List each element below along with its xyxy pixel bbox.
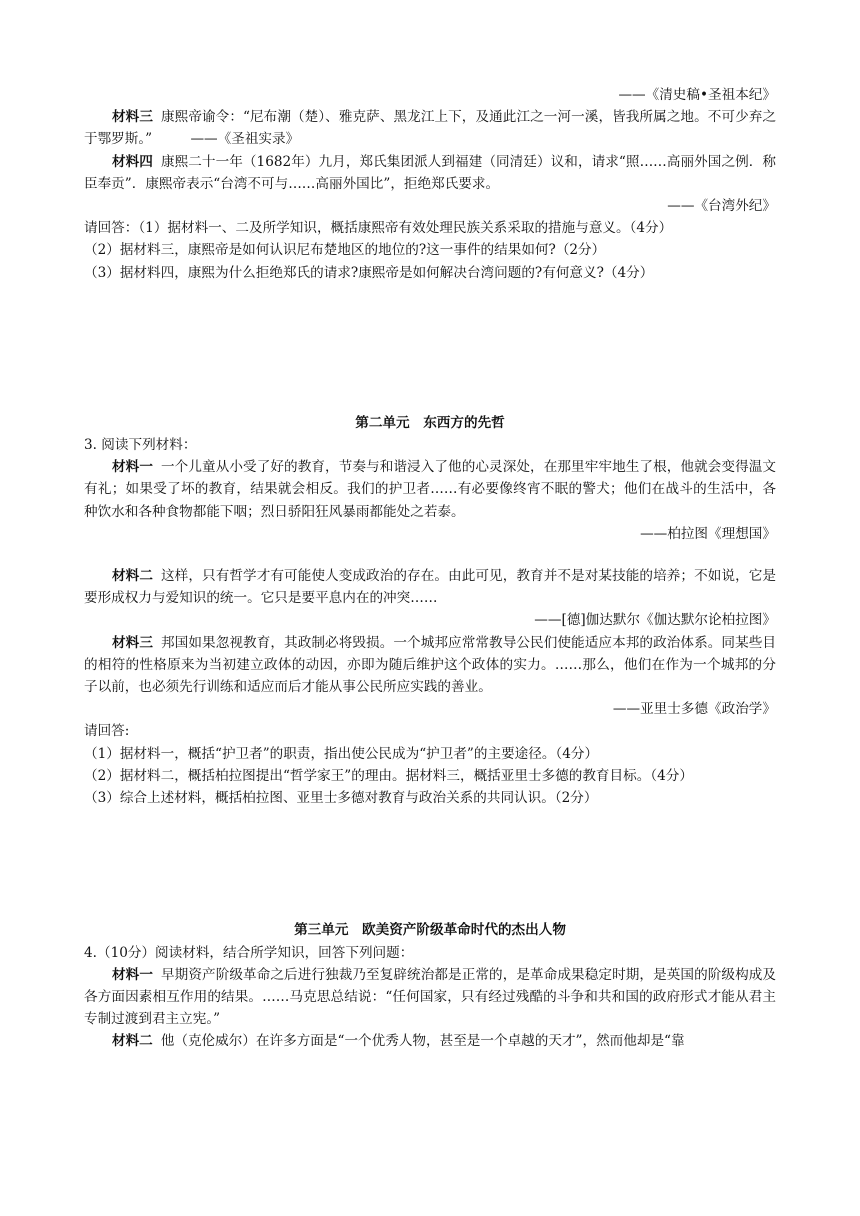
material-text: 早期资产阶级革命之后进行独裁乃至复辟统治都是正常的，是革命成果稳定时期，是英国的阶级构成及各方面因素相互作用的结果。……马克思总结说：“任何国家，只有经过残酷的斗争和共和国的政府形式才能从君主专制过渡到君主立宪。” [84, 966, 777, 1028]
material-paragraph [84, 964, 776, 1031]
material-text: 一个儿童从小受了好的教育，节奏与和谐浸入了他的心灵深处，在那里牢牢地生了根，他就会变得温文有礼；如果受了坏的教育，结果就会相反。我们的护卫者……有必要像终宵不眠的警犬；他们在战斗的生活中，各种饮水和各种食物都能下咽；烈日骄阳狂风暴雨都能处之若泰。 [84, 459, 777, 520]
material-paragraph [84, 1030, 776, 1052]
material-label: 材料三 [112, 634, 154, 651]
material-paragraph [84, 632, 776, 699]
question-intro: 4.（10分）阅读材料，结合所学知识，回答下列问题： [84, 944, 414, 961]
question-intro: 请回答: [84, 723, 130, 740]
material-text: 康熙帝谕令：“尼布潮（楚）、雅克萨、黑龙江上下，及通此江之一河一溪，皆我所属之地。不可少弃之于鄂罗斯。” [84, 109, 776, 148]
unit-heading: 第二单元 东西方的先哲 [355, 414, 505, 431]
material-label: 材料三 [112, 109, 153, 126]
material-label: 材料一 [112, 966, 154, 983]
spacer [84, 545, 776, 565]
document-page [84, 84, 776, 1053]
source-citation: ——[德]伽达默尔《伽达默尔论柏拉图》 [534, 612, 776, 629]
source-citation: ——亚里士多德《政治学》 [612, 701, 776, 718]
question: （3）据材料四，康熙为什么拒绝郑氏的请求?康熙帝是如何解决台湾问题的?有何意义?（4分） [84, 264, 654, 281]
material-label: 材料二 [112, 568, 154, 585]
question: （2）据材料三，康熙帝是如何认识尼布楚地区的地位的?这一事件的结果如何?（2分） [84, 242, 606, 259]
material-text: 他（克伦威尔）在许多方面是“一个优秀人物，甚至是一个卓越的天才”，然而他却是“靠 [160, 1033, 685, 1050]
material-label: 材料四 [112, 153, 153, 170]
unit-heading: 第三单元 欧美资产阶级革命时代的杰出人物 [294, 922, 566, 939]
source-citation: ——《台湾外纪》 [667, 198, 776, 215]
question: （2）据材料二，概括柏拉图提出“哲学家王”的理由。据材料三，概括亚里士多德的教育目标。（4分） [84, 767, 693, 784]
source-citation: ——《清史稿•圣祖本纪》 [618, 87, 776, 103]
material-paragraph [84, 151, 776, 195]
material-label: 材料二 [112, 1033, 153, 1050]
question-intro: 3. 阅读下列材料： [84, 437, 197, 454]
material-paragraph [84, 456, 776, 523]
material-label: 材料一 [112, 459, 154, 476]
source-citation: ——柏拉图《理想国》 [640, 525, 776, 542]
answer-space [84, 284, 776, 412]
material-paragraph [84, 565, 776, 609]
question: 请回答：（1）据材料一、二及所学知识，概括康熙帝有效处理民族关系采取的措施与意义。（4分） [84, 220, 673, 237]
material-text: 邦国如果忽视教育，其政制必将毁损。一个城邦应常常教导公民们使能适应本邦的政治体系。同某些目的相符的性格原来为当初建立政体的动因，亦即为随后维护这个政体的实力。……那么，他们在作为一个城邦的分子以前，也必须先行训练和适应而后才能从事公民所应实践的善业。 [84, 634, 777, 696]
question: （1）据材料一，概括“护卫者”的职责，指出使公民成为“护卫者”的主要途径。（4分） [84, 745, 599, 762]
answer-space [84, 809, 776, 919]
material-text: 这样，只有哲学才有可能使人变成政治的存在。由此可见，教育并不是对某技能的培养；不如说，它是要形成权力与爱知识的统一。它只是要平息内在的冲突…… [84, 568, 777, 607]
question: （3）综合上述材料，概括柏拉图、亚里士多德对教育与政治关系的共同认识。（2分） [84, 790, 598, 807]
material-text: 康熙二十一年（1682年）九月，郑氏集团派人到福建（同清廷）议和，请求“照……高丽外国之例．称臣奉贡”．康熙帝表示“台湾不可与……高丽外国比”，拒绝郑氏要求。 [84, 153, 776, 192]
source-citation: ——《圣祖实录》 [190, 131, 300, 148]
